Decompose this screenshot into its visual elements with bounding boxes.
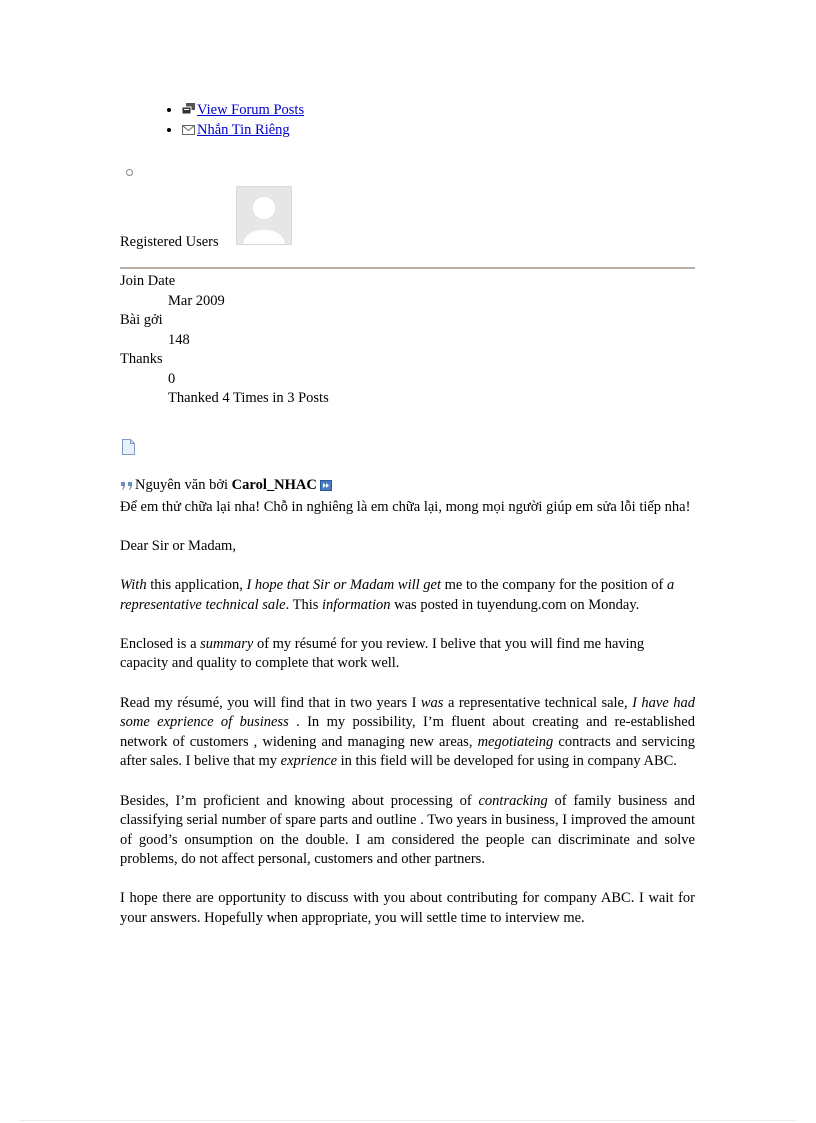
paragraph-5: I hope there are opportunity to discuss with you about contributing for company ABC. I wait for your answers. Hopefully when appropriate, you will settle time to interview me.: [120, 890, 695, 927]
text-segment: . In my possibility, I’m fluent about creating and re-established network of customers , widening and managing new areas,: [120, 714, 695, 750]
text-segment: exprience: [280, 753, 338, 770]
text-segment: was: [420, 694, 444, 711]
text-segment: this application,: [146, 576, 247, 593]
paragraph-3: [120, 694, 695, 772]
text-segment: me to the company for the position of: [441, 576, 667, 593]
quote-author: Carol_NHAC: [231, 477, 317, 493]
post-intro: Để em thử chữa lại nha! Chỗ in nghiêng là em chữa lại, mong mọi người giúp em sửa lỗi tiếp nha!: [120, 498, 691, 515]
text-segment: . This: [285, 596, 323, 613]
divider: [120, 267, 695, 269]
quote-prefix: Nguyên văn bởi: [135, 477, 229, 493]
quote-icon: [120, 478, 134, 498]
thanks-value: 0: [168, 370, 176, 387]
post-content: [120, 476, 695, 948]
text-segment: in this field will be developed for using in company ABC.: [337, 753, 677, 770]
view-forum-posts-link[interactable]: View Forum Posts: [197, 102, 305, 118]
thanked-summary: Thanked 4 Times in 3 Posts: [168, 390, 329, 406]
text-segment: information: [322, 596, 391, 613]
text-segment: summary: [200, 635, 254, 652]
text-segment: Enclosed is a: [120, 635, 201, 652]
forum-posts-icon: [182, 102, 196, 122]
paragraph-4: [120, 792, 695, 870]
text-segment: Besides, I’m proficient and knowing about processing of: [120, 792, 479, 809]
text-segment: I hope that Sir or Madam will get: [246, 576, 442, 593]
paragraph-2: [120, 635, 695, 674]
user-info: [120, 272, 695, 409]
text-segment: I have had some exprience of business: [120, 694, 695, 731]
private-message-link[interactable]: Nhắn Tin Riêng: [197, 122, 290, 138]
paragraph-1: [120, 576, 695, 615]
avatar-placeholder-icon: [237, 187, 291, 244]
user-role-row: [120, 186, 695, 250]
text-segment: a representative technical sale,: [443, 694, 633, 711]
text-segment: of my résumé for you review. I belive that you will find me having capacity and quality to complete that work well.: [120, 635, 645, 672]
thanks-label: Thanks: [120, 351, 163, 367]
text-segment: With: [120, 576, 147, 593]
user-role: Registered Users: [120, 234, 219, 250]
posts-label: Bài gởi: [120, 312, 163, 328]
view-post-arrow-icon[interactable]: [320, 478, 332, 498]
circle-bullet: [126, 169, 133, 176]
document-icon[interactable]: [122, 439, 135, 460]
user-links-list: [120, 100, 695, 140]
user-post-page: [120, 100, 696, 927]
text-segment: contracking: [478, 792, 548, 809]
text-segment: of family business and classifying serial number of spare parts and outline . Two years in business, I improved the amount of good’s onsumption on the double. I am considered the people can discriminate and solve problems, do not affect personal, customers and other partners.: [120, 792, 695, 868]
join-date-label: Join Date: [120, 273, 176, 289]
quote-header: [120, 476, 695, 498]
posts-value: 148: [168, 331, 190, 348]
text-segment: Read my résumé, you will find that in two years I: [120, 694, 421, 711]
page-bottom-divider: [20, 1120, 796, 1121]
list-item: [182, 120, 695, 140]
avatar[interactable]: [236, 186, 292, 245]
text-segment: megotiateing: [477, 733, 554, 750]
join-date-value: Mar 2009: [168, 292, 225, 309]
text-segment: a representative technical sale: [120, 576, 675, 613]
text-segment: was posted in tuyendung.com on Monday.: [390, 596, 640, 613]
letter-greeting: Dear Sir or Madam,: [120, 537, 236, 554]
text-segment: contracts and servicing after sales. I belive that my: [120, 733, 696, 770]
envelope-icon: [182, 122, 196, 142]
list-item: [182, 100, 695, 120]
